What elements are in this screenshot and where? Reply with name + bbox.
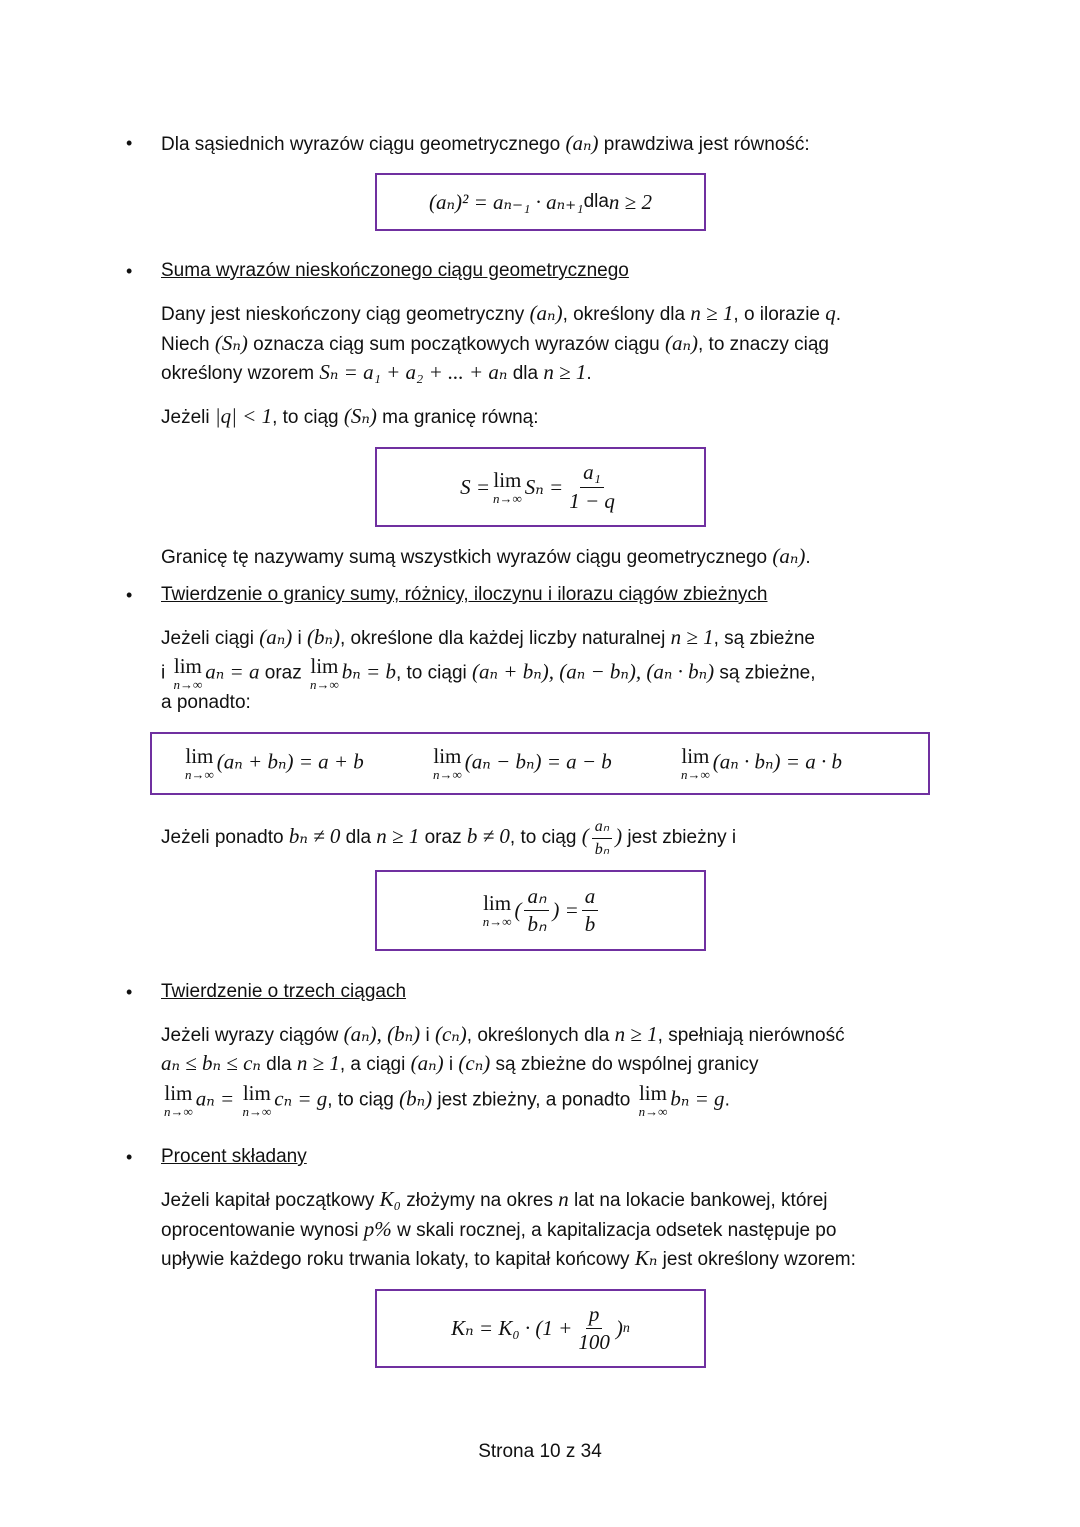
denominator: bₙ: [527, 912, 547, 936]
text-segment: oraz: [259, 662, 307, 684]
limit-operator: [433, 746, 462, 781]
text-segment: , to ciągi: [395, 662, 473, 684]
math-segment: ) =: [552, 898, 579, 922]
math-segment: n ≥ 1: [543, 360, 587, 384]
text-segment: , określone dla każdej liczby naturalnej: [340, 628, 671, 649]
math-segment: |q| < 1: [214, 404, 273, 428]
limit-subscript: n→∞: [185, 767, 214, 782]
math-segment: (Sₙ): [343, 404, 377, 428]
math-segment: (cₙ): [458, 1051, 491, 1075]
exponent: n: [622, 1320, 630, 1336]
limit-subscript: n→∞: [638, 1104, 668, 1119]
numerator: p: [586, 1303, 603, 1329]
limit-subscript: n→∞: [493, 490, 522, 506]
denominator: b: [584, 912, 596, 936]
math-segment: ): [615, 824, 623, 849]
formula-limit-product: [678, 746, 842, 781]
denominator: 1 − q: [569, 488, 615, 513]
text-segment: , to ciąg: [272, 407, 344, 428]
math-segment: S =: [460, 474, 491, 499]
math-segment: (Sₙ): [214, 331, 248, 355]
text-segment: są zbieżne do wspólnej granicy: [490, 1054, 759, 1075]
limit-subscript: n→∞: [242, 1104, 272, 1119]
text-segment: określony wzorem: [161, 363, 320, 384]
math-segment: p%: [363, 1217, 392, 1241]
math-segment: Sₙ = a₁ + a₂ + ... + aₙ: [319, 360, 508, 384]
math-segment: Kₙ: [634, 1246, 658, 1270]
paragraph-line: [161, 1217, 836, 1243]
fraction: [524, 885, 549, 936]
text-segment: i: [292, 628, 307, 649]
adjacent-terms-text: [161, 131, 810, 157]
limit-subscript: n→∞: [482, 914, 512, 929]
math-segment: aₙ ≤ bₙ ≤ cₙ: [161, 1051, 261, 1075]
limit-operator: [681, 746, 710, 781]
lim-word: lim: [493, 467, 522, 492]
text-segment: lat na lokacie bankowej, której: [568, 1190, 828, 1211]
paragraph-line: [161, 625, 815, 651]
text-segment: , o ilorazie: [733, 304, 826, 325]
math-segment: n ≥ 1: [614, 1022, 658, 1046]
paragraph-line: [161, 1187, 828, 1213]
text-segment: Jeżeli wyrazy ciągów: [161, 1025, 344, 1046]
limit-subscript: n→∞: [681, 767, 710, 782]
text-segment: , to znaczy ciąg: [698, 334, 829, 355]
math-segment: n ≥ 1: [296, 1051, 340, 1075]
paragraph-line: [161, 301, 841, 327]
text-segment: oprocentowanie wynosi: [161, 1220, 364, 1241]
denominator: 100: [578, 1330, 610, 1354]
math-segment: Kₙ = K₀ · (1 +: [451, 1316, 573, 1340]
paragraph-line: [161, 1022, 845, 1048]
text-segment: a ponadto:: [161, 692, 251, 713]
text-segment: Jeżeli ciągi: [161, 628, 260, 649]
math-segment: n ≥ 2: [608, 189, 652, 214]
text-segment: .: [835, 304, 842, 325]
math-segment: Sₙ =: [524, 474, 564, 499]
text-segment: , są zbieżne: [713, 628, 816, 649]
heading-infinite-geometric-sum: [161, 259, 629, 283]
text-segment: są zbieżne,: [714, 662, 816, 684]
math-segment: n ≥ 1: [690, 301, 734, 325]
bullet: •: [126, 1147, 133, 1167]
bullet: •: [126, 133, 133, 153]
limit-operator: [174, 656, 203, 691]
text-segment: dla: [507, 363, 544, 384]
text-segment: i: [443, 1054, 459, 1075]
formula-box-compound-interest: [375, 1289, 706, 1368]
limit-subscript: n→∞: [173, 677, 203, 692]
paragraph-line: [161, 404, 538, 430]
text-segment: Dany jest nieskończony ciąg geometryczny: [161, 304, 530, 325]
math-segment: aₙ = a: [205, 659, 260, 684]
fraction: [566, 461, 618, 512]
lim-word: lim: [433, 744, 462, 768]
text-segment: , to ciąg: [327, 1089, 400, 1111]
math-segment: (bₙ): [399, 1086, 433, 1111]
math-segment: q: [825, 301, 836, 325]
math-segment: (aₙ): [665, 331, 698, 355]
formula-box-limit-ops: [150, 732, 930, 795]
text-segment: Dla sąsiednich wyrazów ciągu geometrycznego: [161, 134, 566, 155]
bullet: •: [126, 982, 133, 1002]
text-segment: ma granicę równą:: [376, 407, 539, 428]
text-segment: , określonych dla: [466, 1025, 615, 1046]
paragraph-line: [161, 1083, 730, 1118]
math-segment: (bₙ): [307, 625, 340, 649]
limit-subscript: n→∞: [164, 1104, 193, 1119]
text-segment: Jeżeli ponadto: [161, 827, 289, 849]
paragraph-line: [161, 1246, 856, 1272]
text-segment: oznacza ciąg sum początkowych wyrazów ciągu: [247, 334, 665, 355]
limit-operator: [493, 467, 522, 506]
math-segment: (: [514, 898, 522, 922]
paragraph-line: [161, 331, 829, 357]
numerator: aₙ: [524, 885, 549, 911]
fraction: [592, 818, 612, 858]
lim-word: lim: [173, 654, 202, 678]
math-segment: bₙ ≠ 0: [288, 824, 341, 849]
text-segment: Suma wyrazów nieskończonego ciągu geometrycznego: [161, 260, 629, 281]
limit-operator: [483, 893, 512, 928]
formula-box-infinite-sum: [375, 447, 706, 527]
paragraph-line: [161, 544, 811, 570]
math-segment: (aₙ): [529, 301, 563, 325]
lim-word: lim: [483, 891, 512, 915]
math-segment: (aₙ + bₙ), (aₙ − bₙ), (aₙ · bₙ): [472, 659, 715, 684]
paragraph-line: [161, 691, 251, 715]
math-segment: ): [615, 1316, 623, 1340]
text-segment: i: [161, 662, 171, 684]
text-segment: , spełniają nierówność: [657, 1025, 845, 1046]
lim-word: lim: [164, 1081, 193, 1105]
limit-operator: [185, 746, 214, 781]
text-segment: Niech: [161, 334, 215, 355]
math-segment: (cₙ): [434, 1022, 467, 1046]
fraction: [575, 1303, 613, 1354]
text-segment: .: [805, 547, 811, 568]
limit-operator: [310, 656, 339, 691]
math-segment: bₙ = g: [670, 1086, 725, 1111]
math-segment: b ≠ 0: [466, 824, 510, 849]
math-segment: (aₙ): [410, 1051, 444, 1075]
lim-word: lim: [681, 744, 710, 768]
math-segment: bₙ = b: [341, 659, 396, 684]
lim-word: lim: [242, 1081, 271, 1105]
lim-word: lim: [310, 654, 339, 678]
heading-squeeze-theorem: [161, 980, 406, 1004]
paragraph-line: [161, 818, 736, 858]
page-number: Strona 10 z 34: [478, 1441, 602, 1462]
heading-compound-interest: [161, 1145, 307, 1169]
formula-box-geometric-mean: [375, 173, 706, 231]
lim-word: lim: [638, 1081, 667, 1105]
math-segment: n ≥ 1: [670, 625, 714, 649]
bullet: •: [126, 585, 133, 605]
math-segment: (aₙ): [565, 131, 599, 155]
numerator: a₁: [580, 461, 604, 487]
numerator: aₙ: [592, 818, 612, 839]
text-segment: jest określony wzorem:: [657, 1249, 856, 1270]
text-segment: i: [420, 1025, 435, 1046]
bullet: •: [126, 261, 133, 281]
text-segment: Twierdzenie o trzech ciągach: [161, 981, 407, 1002]
math-segment: (aₙ + bₙ) = a + b: [216, 749, 364, 774]
math-segment: cₙ = g: [274, 1086, 328, 1111]
denominator: bₙ: [594, 840, 610, 858]
text-segment: Twierdzenie o granicy sumy, różnicy, iloczynu i ilorazu ciągów zbieżnych: [161, 584, 768, 605]
text-segment: jest zbieżny i: [622, 827, 737, 849]
math-segment: n ≥ 1: [376, 824, 420, 849]
fraction: [582, 885, 599, 936]
formula-box-limit-quotient: [375, 870, 706, 951]
text-segment: jest zbieżny, a ponadto: [432, 1089, 636, 1111]
text-segment: , a ciągi: [339, 1054, 411, 1075]
paragraph-line: [161, 656, 816, 691]
numerator: a: [582, 885, 599, 911]
text-segment: .: [724, 1089, 730, 1111]
text-segment: Jeżeli: [161, 407, 215, 428]
text-segment: w skali rocznej, a kapitalizacja odsetek następuje po: [391, 1220, 837, 1241]
math-segment: aₙ =: [195, 1086, 240, 1111]
text-segment: oraz: [419, 827, 467, 849]
limit-subscript: n→∞: [433, 767, 462, 782]
text-segment: .: [586, 363, 592, 384]
text-segment: , określony dla: [562, 304, 691, 325]
limit-operator: [242, 1083, 271, 1118]
heading-limit-theorem: [161, 583, 768, 607]
text-segment: upływie każdego roku trwania lokaty, to kapitał końcowy: [161, 1249, 635, 1270]
text-segment: , to ciąg: [509, 827, 582, 849]
lim-word: lim: [185, 744, 214, 768]
text-segment: dla: [260, 1054, 297, 1075]
paragraph-line: [161, 1051, 759, 1077]
limit-operator: [164, 1083, 193, 1118]
math-segment: K₀: [379, 1187, 401, 1211]
math-segment: (: [581, 824, 589, 849]
formula-limit-difference: [430, 746, 678, 781]
math-segment: n: [558, 1187, 569, 1211]
limit-operator: [639, 1083, 668, 1118]
math-segment: (aₙ · bₙ) = a · b: [712, 749, 842, 774]
text-segment: Granicę tę nazywamy sumą wszystkich wyrazów ciągu geometrycznego: [161, 547, 773, 568]
math-segment: (aₙ)² = aₙ₋₁ · aₙ₊₁: [429, 189, 584, 214]
text-segment: dla: [340, 827, 377, 849]
math-segment: (aₙ), (bₙ): [343, 1022, 421, 1046]
limit-subscript: n→∞: [310, 677, 339, 692]
paragraph-line: [161, 360, 592, 386]
text-segment: złożymy na okres: [400, 1190, 559, 1211]
formula-limit-sum: [182, 746, 430, 781]
math-segment: (aₙ): [772, 544, 806, 568]
text-segment: dla: [583, 191, 609, 212]
math-segment: (aₙ − bₙ) = a − b: [464, 749, 612, 774]
math-segment: (aₙ): [259, 625, 293, 649]
text-segment: Jeżeli kapitał początkowy: [161, 1190, 380, 1211]
text-segment: prawdziwa jest równość:: [598, 134, 810, 155]
text-segment: Procent składany: [161, 1146, 307, 1167]
